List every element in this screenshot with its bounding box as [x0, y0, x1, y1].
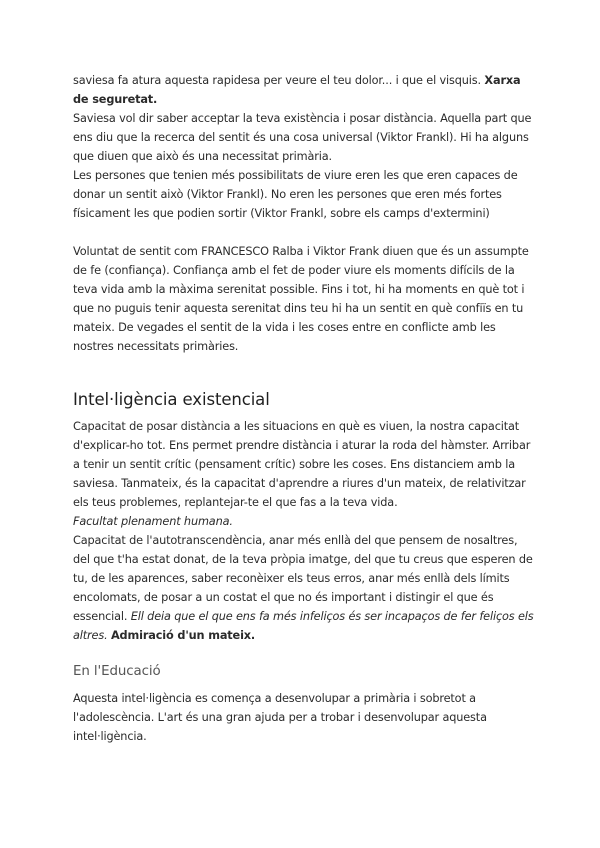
- section-paragraph-2: [73, 512, 535, 531]
- intro-paragraph-1: [73, 71, 535, 109]
- section-paragraph-1: Capacitat de posar distància a les situacions en què es viuen, la nostra capacitat d'explicar-ho tot. Ens permet prendre distància i aturar la roda del hàmster. Arribar a tenir un sentit crític (pensament crític) sobre les coses. Ens distanciem amb la saviesa. Tanmateix, és la capacitat d'aprendre a riures d'un mateix, de relativitzar els teus problemes, replantejar-te el que fas a la teva vida.: [73, 420, 531, 509]
- section-paragraph-3-bold: Admiració d'un mateix.: [110, 629, 256, 642]
- intro-paragraph-3: Les persones que tenien més possibilitats de viure eren les que eren capaces de donar un sentit això (Viktor Frankl). No eren les persones que eren més fortes físicament les que podien sortir (Viktor Frankl, sobre els camps d'extermini): [73, 169, 518, 220]
- intro-paragraph-4: Voluntat de sentit com FRANCESCO Ralba i Viktor Frank diuen que és un assumpte de fe (confiança). Confiança amb el fet de poder viure els moments difícils de la teva vida amb la màxima serenitat possible. Fins i tot, hi ha moments en què tot i que no puguis tenir aquesta serenitat dins teu hi ha un sentit en què confiïs en tu mateix. De vegades el sentit de la vida i les coses entre en conflicte amb les nostres necessitats primàries.: [73, 245, 529, 353]
- intro-paragraph-2: Saviesa vol dir saber acceptar la teva existència i posar distància. Aquella part que ens diu que la recerca del sentit és una cosa universal (Viktor Frankl). Hi ha alguns que diuen que això és una necessitat primària.: [73, 112, 532, 163]
- intro-paragraph-1-bold: Xarxa de seguretat.: [73, 74, 521, 106]
- intro-paragraph-1-text: saviesa fa atura aquesta rapidesa per veure el teu dolor... i que el visquis.: [73, 74, 485, 87]
- section-paragraph-2-italic: Facultat plenament humana.: [73, 515, 233, 528]
- subsection-paragraph-1: Aquesta intel·ligència es comença a desenvolupar a primària i sobretot a l'adolescència. L'art és una gran ajuda per a trobar i desenvolupar aquesta intel·ligència.: [73, 692, 487, 743]
- section-paragraph-3-italic: Ell deia que el que ens fa més infeliços és ser incapaços de fer feliços els altres.: [73, 610, 534, 642]
- blank-line: [73, 223, 535, 242]
- section-heading: Intel·ligència existencial: [73, 390, 270, 409]
- page-content: [73, 71, 535, 746]
- subsection-heading: En l'Educació: [73, 664, 161, 679]
- section-paragraph-3: [73, 531, 535, 645]
- section-paragraph-3-text: Capacitat de l'autotranscendència, anar més enllà del que pensem de nosaltres, del que t'ha estat donat, de la teva pròpia imatge, del que tu creus que esperen de tu, de les aparences, saber reconèixer els teus erros, anar més enllà dels límits encolomats, de posar a un costat el que no és important i distingir el que és essencial.: [73, 534, 533, 623]
